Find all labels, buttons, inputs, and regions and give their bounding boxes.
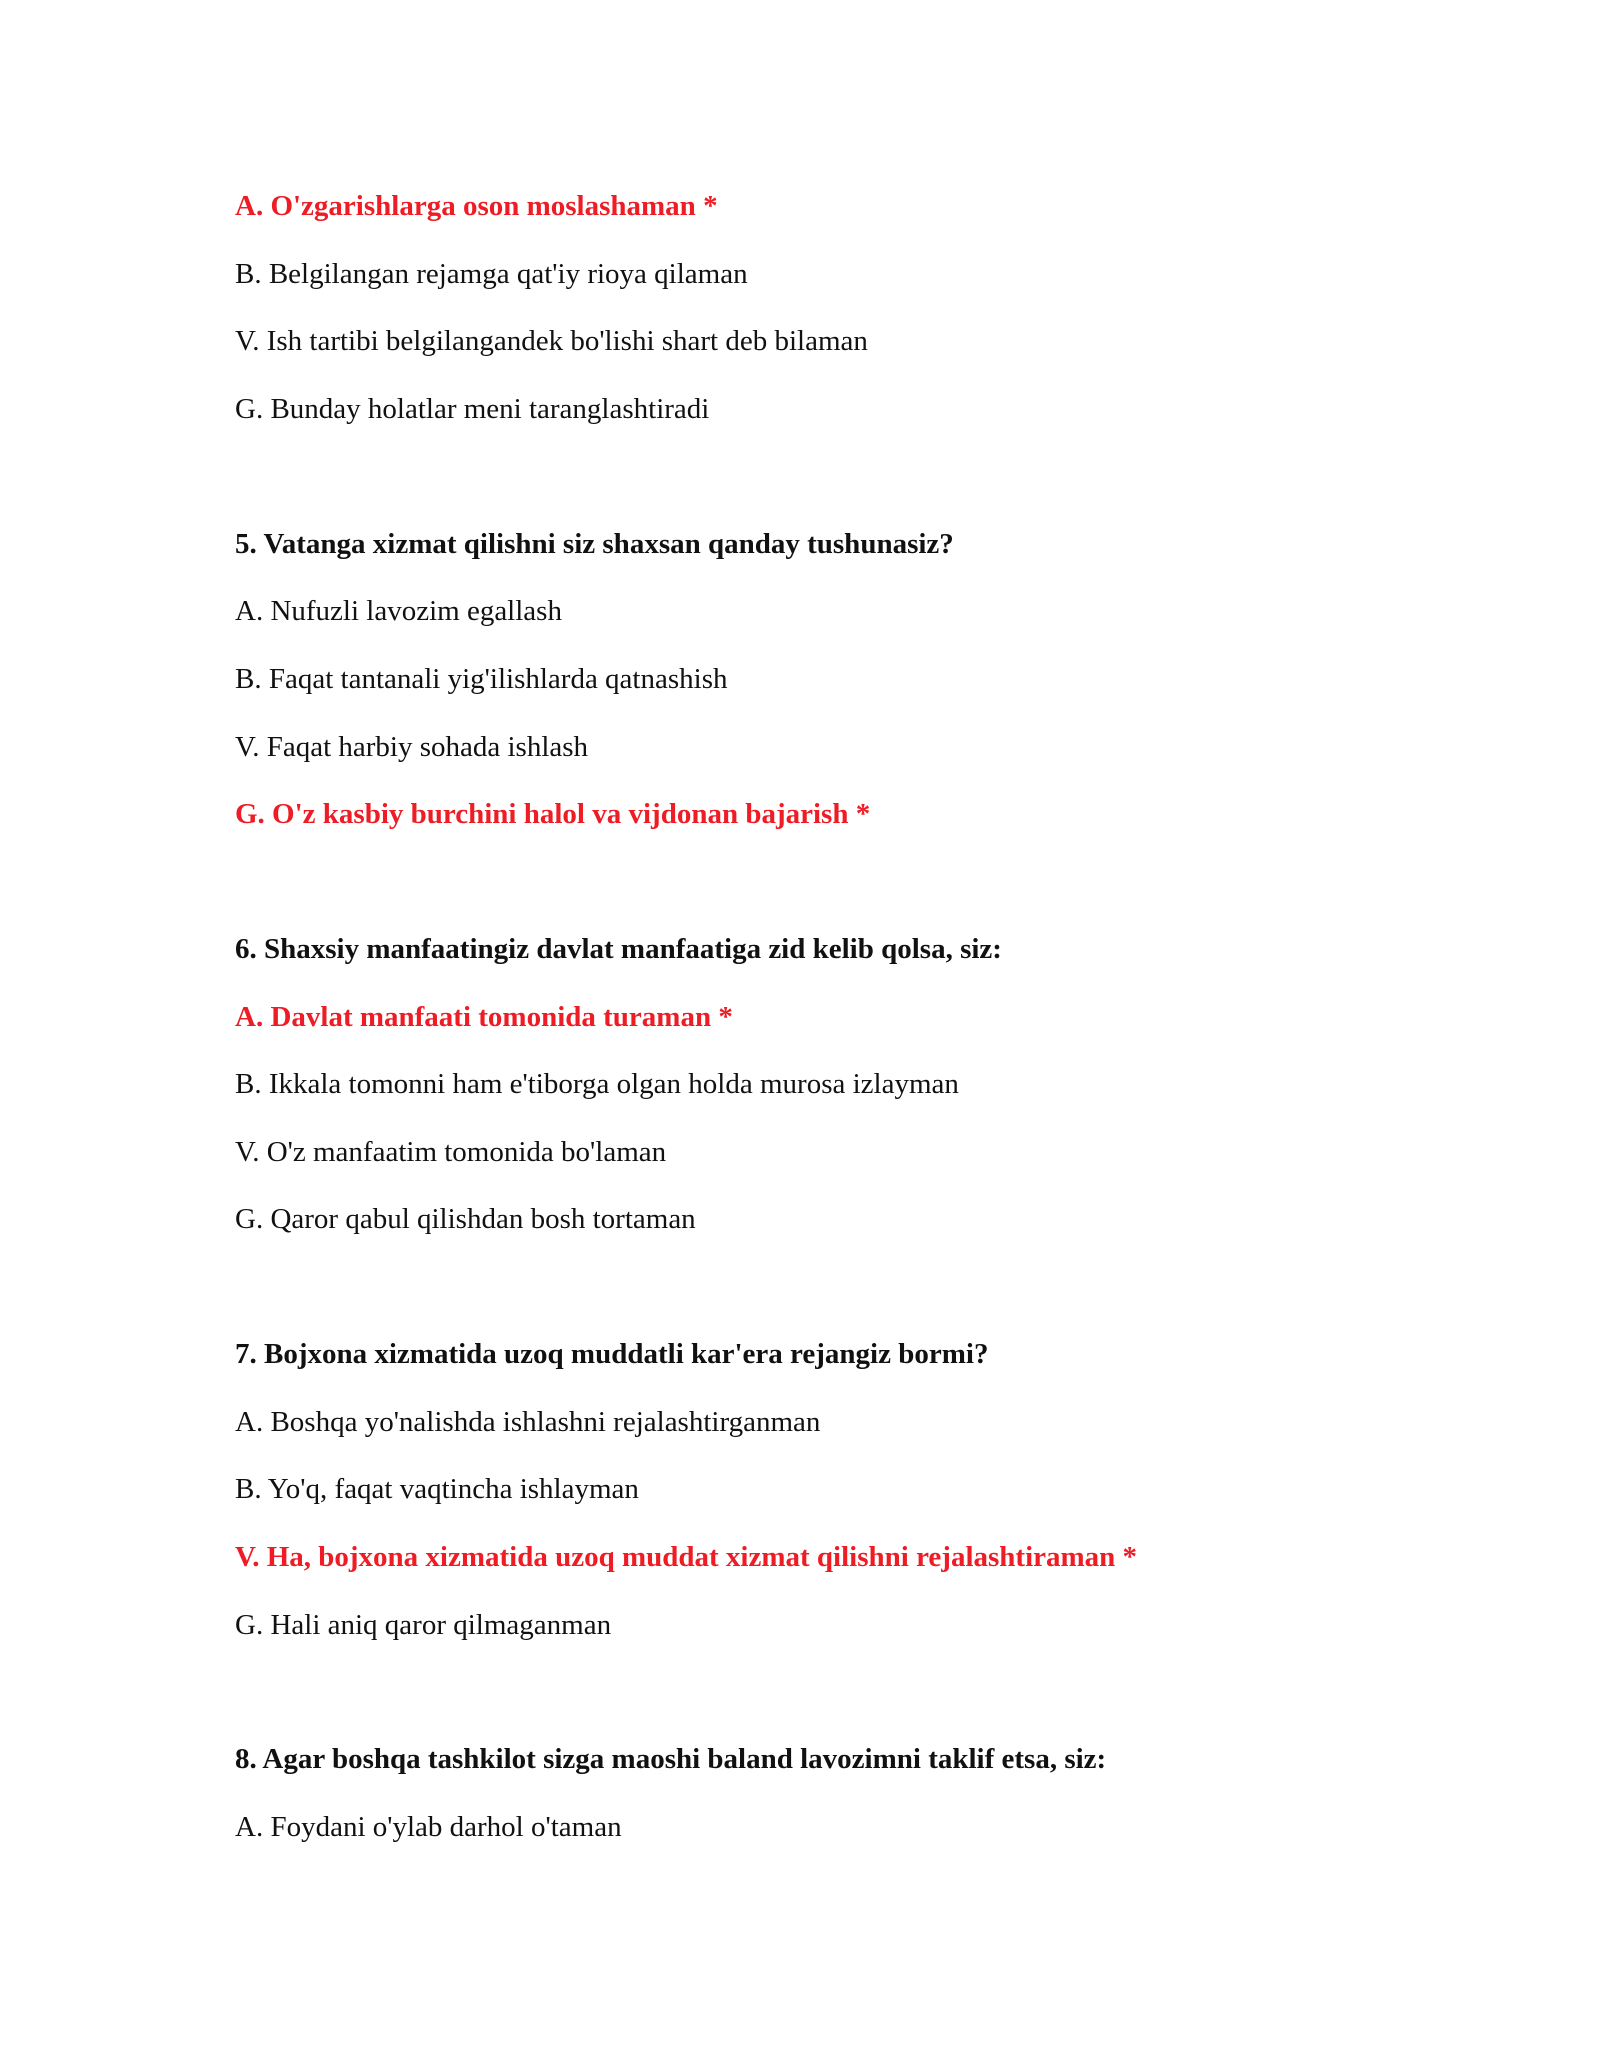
question-6: 6. Shaxsiy manfaatingiz davlat manfaatiga zid kelib qolsa, siz:	[235, 933, 1002, 965]
answer-option: G. Qaror qabul qilishdan bosh tortaman	[235, 1203, 696, 1235]
answer-option: G. Bunday holatlar meni taranglashtiradi	[235, 393, 710, 425]
answer-correct: A. Davlat manfaati tomonida turaman *	[235, 1001, 733, 1033]
answer-option: V. O'z manfaatim tomonida bo'laman	[235, 1136, 667, 1168]
question-7: 7. Bojxona xizmatida uzoq muddatli kar'era rejangiz bormi?	[235, 1338, 989, 1370]
answer-correct: V. Ha, bojxona xizmatida uzoq muddat xizmat qilishni rejalashtiraman *	[235, 1541, 1138, 1573]
answer-option: A. Foydani o'ylab darhol o'taman	[235, 1811, 622, 1843]
answer-option: A. Nufuzli lavozim egallash	[235, 595, 562, 627]
answer-option: B. Yo'q, faqat vaqtincha ishlayman	[235, 1473, 639, 1505]
answer-option: V. Ish tartibi belgilangandek bo'lishi shart deb bilaman	[235, 325, 868, 357]
answer-option: V. Faqat harbiy sohada ishlash	[235, 731, 589, 763]
question-8: 8. Agar boshqa tashkilot sizga maoshi baland lavozimni taklif etsa, siz:	[235, 1743, 1107, 1775]
answer-correct: A. O'zgarishlarga oson moslashaman *	[235, 190, 718, 222]
answer-option: A. Boshqa yo'nalishda ishlashni rejalashtirganman	[235, 1406, 821, 1438]
answer-option: G. Hali aniq qaror qilmaganman	[235, 1609, 612, 1641]
answer-correct: G. O'z kasbiy burchini halol va vijdonan bajarish *	[235, 798, 871, 830]
answer-option: B. Faqat tantanali yig'ilishlarda qatnashish	[235, 663, 728, 695]
answer-option: B. Belgilangan rejamga qat'iy rioya qilaman	[235, 258, 748, 290]
answer-option: B. Ikkala tomonni ham e'tiborga olgan holda murosa izlayman	[235, 1068, 959, 1100]
question-5: 5. Vatanga xizmat qilishni siz shaxsan qanday tushunasiz?	[235, 528, 954, 560]
